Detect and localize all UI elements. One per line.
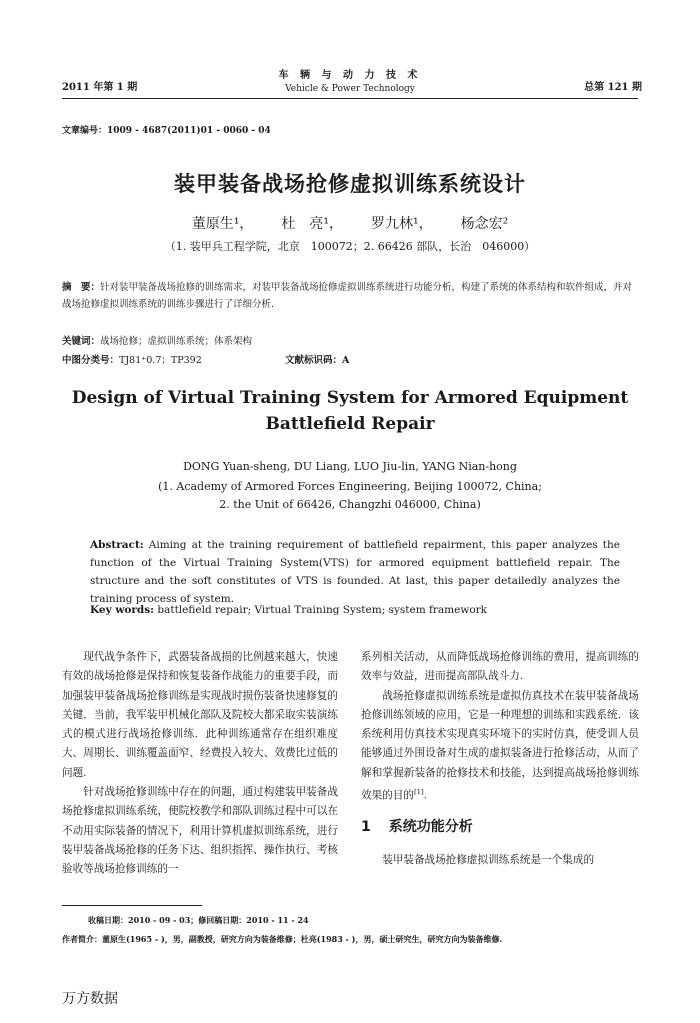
abstract-en-text: Aiming at the training requirement of battlefield repairment, this paper analyzes the function of the Virtual Training System(VTS) for armored equipment battlefield repair. The structure and the soft constitutes of VTS is founded. At last, this paper detailedly analyzes the training process of system. bbox=[90, 539, 620, 605]
body-paragraph: 系列相关活动，从而降低战场抢修训练的费用，提高训练的效率与效益，进而提高部队战斗力. bbox=[361, 651, 639, 683]
abstract-cn-text: 针对装甲装备战场抢修的训练需求，对装甲装备战场抢修虚拟训练系统进行功能分析，构建了系统的体系结构和软件组成，并对战场抢修虚拟训练系统的训练步骤进行了详细分析. bbox=[62, 282, 633, 310]
article-number: 文章编号：1009 - 4687(2011)01 - 0060 - 04 bbox=[62, 126, 271, 136]
body-paragraph: 现代战争条件下，武器装备战损的比例越来越大，快速有效的战场抢修是保持和恢复装备作战能力的重要手段，而加强装甲装备战场抢修训练是实现战时损伤装备快速修复的关键．当前，我军装甲机械化部队及院校大都采取实装演练式的模式进行战场抢修训练．此种训练通常存在组织难度大、周期长、训练覆盖面窄、经费投入较大、效费比过低的问题. bbox=[62, 651, 338, 779]
authors-cn bbox=[60, 213, 640, 233]
keywords-cn bbox=[62, 333, 252, 347]
classification-text: TJ81⁺0.7；TP392 bbox=[119, 355, 202, 366]
affiliation-en bbox=[60, 478, 640, 514]
keywords-en-text: battlefield repair; Virtual Training System; system framework bbox=[154, 604, 488, 616]
journal-title-cn: 车 辆 与 动 力 技 术 bbox=[278, 70, 422, 81]
total-issue-label: 总第 121 期 bbox=[584, 82, 642, 93]
author-cn-1: 董原生¹， bbox=[191, 216, 254, 232]
body-column-left bbox=[62, 648, 338, 880]
document-id-text: A bbox=[342, 355, 350, 366]
body-paragraph-text: 战场抢修虚拟训练系统是虚拟仿真技术在装甲装备战场抢修训练领域的应用，它是一种理想的训练和实践系统．该系统利用仿真技术实现真实环境下的实时仿真，使受训人员能够通过外围设备对生成的虚拟装备进行抢修活动，从而了解和掌握新装备的抢修技术和技能，达到提高战场抢修训练效果的目的 bbox=[361, 689, 639, 802]
title-en-line-2: Battlefield Repair bbox=[265, 414, 435, 434]
keywords-en-label: Key words: bbox=[90, 604, 155, 616]
classification-label: 中图分类号： bbox=[62, 355, 120, 366]
author-cn-3: 罗九林¹， bbox=[371, 216, 433, 232]
document-id bbox=[285, 352, 349, 366]
abstract-en bbox=[90, 536, 620, 608]
journal-title-en: Vehicle & Power Technology bbox=[285, 84, 415, 94]
author-cn-2: 杜 亮¹， bbox=[281, 216, 343, 232]
page-title-en bbox=[60, 385, 640, 437]
journal-header bbox=[200, 66, 500, 94]
author-cn-4: 杨念宏² bbox=[460, 216, 509, 232]
body-paragraph bbox=[361, 687, 639, 806]
title-en-line-1: Design of Virtual Training System for Armored Equipment bbox=[71, 388, 629, 408]
body-paragraph: 装甲装备战场抢修虚拟训练系统是一个集成的 bbox=[382, 854, 595, 867]
body-paragraph-end: . bbox=[423, 789, 428, 802]
authors-en: DONG Yuan-sheng, DU Liang, LUO Jiu-lin, YANG Nian-hong bbox=[183, 460, 517, 473]
page-title-cn: 装甲装备战场抢修虚拟训练系统设计 bbox=[174, 172, 526, 196]
body-column-right bbox=[361, 648, 639, 871]
keywords-cn-label: 关键词： bbox=[62, 336, 101, 347]
keywords-en bbox=[90, 604, 487, 616]
issue-label: 2011 年第 1 期 bbox=[62, 82, 138, 93]
affiliation-cn: （1. 装甲兵工程学院，北京 100072；2. 66426 部队，长治 046000） bbox=[164, 240, 536, 253]
keywords-cn-text: 战场抢修；虚拟训练系统；体系架构 bbox=[100, 336, 253, 347]
footnote-rule bbox=[62, 905, 202, 906]
section-heading bbox=[361, 818, 639, 837]
header-rule bbox=[62, 98, 638, 99]
citation-ref[interactable]: [1] bbox=[413, 788, 424, 797]
affiliation-en-line-1: (1. Academy of Armored Forces Engineering, Beijing 100072, China; bbox=[158, 480, 542, 493]
classification-cn bbox=[62, 352, 202, 366]
section-number: 1 bbox=[361, 818, 371, 835]
affiliation-en-line-2: 2. the Unit of 66426, Changzhi 046000, China) bbox=[219, 498, 481, 511]
abstract-cn-label: 摘 要： bbox=[62, 282, 101, 293]
watermark: 万方数据 bbox=[62, 991, 118, 1007]
body-paragraph: 针对战场抢修训练中存在的问题，通过构建装甲装备战场抢修虚拟训练系统，使院校教学和部队训练过程中可以在不动用实际装备的情况下，利用计算机虚拟训练系统，进行装甲装备战场抢修的任务下达、组织指挥、操作执行、考核验收等战场抢修训练的一 bbox=[62, 786, 338, 876]
abstract-en-label: Abstract: bbox=[90, 539, 144, 551]
section-title: 系统功能分析 bbox=[388, 818, 473, 835]
footnote-received: 收稿日期：2010 - 09 - 03；修回稿日期：2010 - 11 - 24 bbox=[88, 915, 309, 925]
document-id-label: 文献标识码： bbox=[285, 355, 343, 366]
footnote-author-bio: 作者简介：董原生(1965 - )，男，副教授，研究方向为装备维修；杜亮(1983 - )，男，硕士研究生，研究方向为装备维修. bbox=[62, 934, 503, 944]
abstract-cn bbox=[62, 279, 638, 313]
